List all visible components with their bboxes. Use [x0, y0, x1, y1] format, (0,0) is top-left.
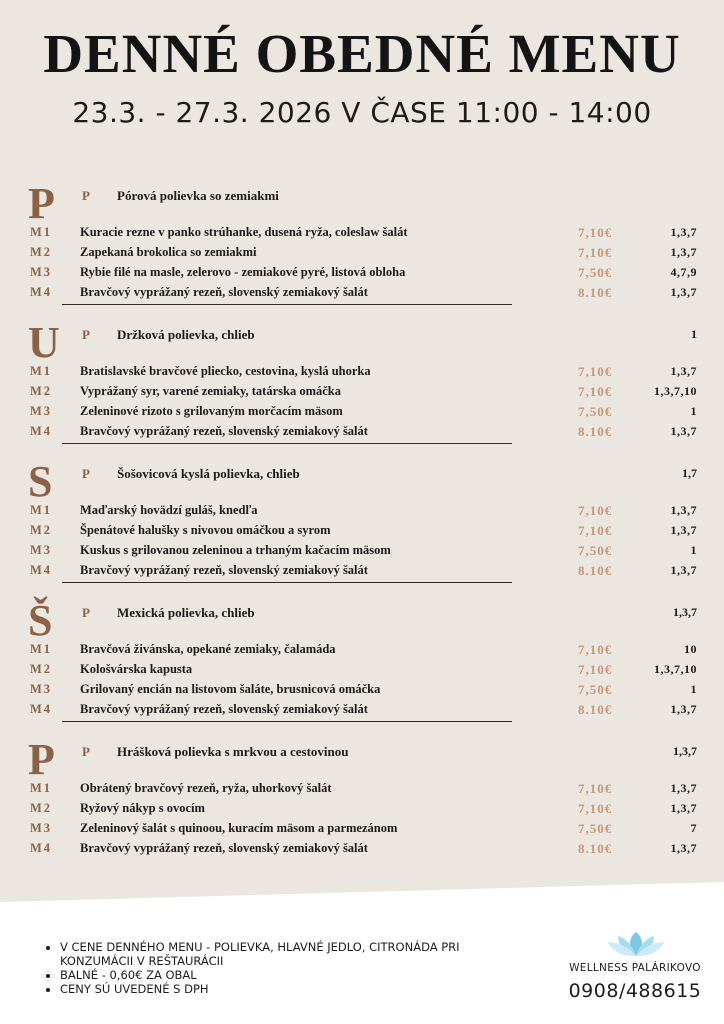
dish-name: Bravčový vyprážaný rezeň, slovenský zemiakový šalát — [80, 285, 368, 299]
menu-code: M3 — [30, 404, 53, 418]
dish-price: 7,10€ — [578, 781, 613, 796]
dish-allergens: 10 — [684, 642, 697, 656]
menu-item-row — [0, 225, 724, 245]
menu-item-row — [0, 702, 724, 722]
dish-price: 7,10€ — [578, 245, 613, 260]
day-initial: P — [28, 179, 55, 228]
brand-name: WELLNESS PALÁRIKOVO — [569, 962, 701, 974]
dish-name: Bravčový vyprážaný rezeň, slovenský zemiakový šalát — [80, 702, 368, 716]
soup-name: Pórová polievka so zemiakmi — [117, 188, 279, 203]
menu-item-row — [0, 642, 724, 662]
section-divider — [62, 304, 512, 305]
menu-code: M3 — [30, 682, 53, 696]
dish-allergens: 1,3,7 — [670, 801, 697, 815]
dish-name: Bratislavské bravčové pliecko, cestovina, kyslá uhorka — [80, 364, 371, 378]
dish-price: 7,50€ — [578, 404, 613, 419]
menu-code: M2 — [30, 384, 53, 398]
dish-allergens: 1 — [690, 682, 697, 696]
section-divider — [62, 721, 512, 722]
soup-marker: P — [82, 327, 90, 342]
dish-name: Ryžový nákyp s ovocím — [80, 801, 205, 815]
menu-code: M3 — [30, 821, 53, 835]
soup-name: Hrášková polievka s mrkvou a cestovinou — [117, 744, 349, 759]
dish-price: 7,10€ — [578, 662, 613, 677]
menu-code: M2 — [30, 245, 53, 259]
dish-allergens: 1,3,7 — [670, 841, 697, 855]
soup-allergens: 1,3,7 — [673, 744, 697, 758]
day-initial: Š — [28, 596, 53, 645]
dish-price: 8.10€ — [578, 702, 613, 717]
date-time-subtitle: 23.3. - 27.3. 2026 V ČASE 11:00 - 14:00 — [72, 96, 652, 129]
dish-price: 8.10€ — [578, 424, 613, 439]
soup-name: Držková polievka, chlieb — [117, 327, 255, 342]
menu-item-row — [0, 404, 724, 424]
lotus-logo-icon — [606, 930, 666, 958]
menu-item-row — [0, 563, 724, 583]
menu-item-row — [0, 503, 724, 523]
menu-code: M1 — [30, 225, 53, 239]
dish-name: Vyprážaný syr, varené zemiaky, tatárska omáčka — [80, 384, 341, 398]
dish-price: 7,10€ — [578, 384, 613, 399]
dish-name: Zeleninový šalát s quinoou, kuracím mäsom a parmezánom — [80, 821, 398, 835]
menu-code: M4 — [30, 841, 53, 855]
dish-price: 8.10€ — [578, 285, 613, 300]
dish-allergens: 1,3,7,10 — [654, 384, 697, 398]
dish-allergens: 1 — [690, 543, 697, 557]
menu-code: M3 — [30, 265, 53, 279]
soup-marker: P — [82, 605, 90, 620]
dish-name: Obrátený bravčový rezeň, ryža, uhorkový šalát — [80, 781, 332, 795]
soup-allergens: 1,3,7 — [673, 605, 697, 619]
dish-allergens: 1,3,7 — [670, 364, 697, 378]
dish-allergens: 1 — [690, 404, 697, 418]
menu-item-row — [0, 285, 724, 305]
dish-name: Špenátové halušky s nivovou omáčkou a syrom — [80, 523, 331, 537]
menu-item-row — [0, 801, 724, 821]
soup-name: Mexická polievka, chlieb — [117, 605, 255, 620]
day-initial: P — [28, 735, 55, 784]
dish-price: 7,50€ — [578, 821, 613, 836]
dish-allergens: 7 — [690, 821, 697, 835]
menu-code: M4 — [30, 563, 53, 577]
menu-code: M1 — [30, 364, 53, 378]
dish-name: Kološvárska kapusta — [80, 662, 193, 676]
dish-allergens: 1,3,7 — [670, 225, 697, 239]
dish-name: Grilovaný encián na listovom šaláte, brusnicová omáčka — [80, 682, 381, 696]
menu-code: M2 — [30, 662, 53, 676]
menu-item-row — [0, 384, 724, 404]
menu-code: M2 — [30, 801, 53, 815]
menu-code: M4 — [30, 702, 53, 716]
menu-item-row — [0, 245, 724, 265]
dish-allergens: 1,3,7 — [670, 702, 697, 716]
soup-name: Šošovicová kyslá polievka, chlieb — [117, 466, 300, 481]
menu-code: M1 — [30, 781, 53, 795]
dish-price: 8.10€ — [578, 841, 613, 856]
dish-price: 8.10€ — [578, 563, 613, 578]
soup-marker: P — [82, 744, 90, 759]
soup-allergens: 1 — [691, 327, 697, 341]
section-divider — [62, 443, 512, 444]
dish-allergens: 1,3,7 — [670, 563, 697, 577]
dish-price: 7,10€ — [578, 503, 613, 518]
menu-item-row — [0, 265, 724, 285]
menu-item-row — [0, 523, 724, 543]
dish-price: 7,10€ — [578, 364, 613, 379]
dish-name: Rybie filé na masle, zelerovo - zemiakové pyré, listová obloha — [80, 265, 406, 279]
menu-item-row — [0, 682, 724, 702]
day-initial: U — [28, 318, 60, 367]
note-item: • CENY SÚ UVEDENÉ S DPH — [60, 982, 500, 996]
menu-item-row — [0, 662, 724, 682]
menu-code: M4 — [30, 285, 53, 299]
menu-code: M2 — [30, 523, 53, 537]
dish-name: Bravčová živánska, opekané zemiaky, čalamáda — [80, 642, 336, 656]
dish-price: 7,10€ — [578, 225, 613, 240]
dish-allergens: 1,3,7,10 — [654, 662, 697, 676]
soup-marker: P — [82, 188, 90, 203]
dish-name: Kuskus s grilovanou zeleninou a trhaným kačacím mäsom — [80, 543, 391, 557]
menu-item-row — [0, 364, 724, 384]
dish-name: Bravčový vyprážaný rezeň, slovenský zemiakový šalát — [80, 424, 368, 438]
dish-name: Zapekaná brokolica so zemiakmi — [80, 245, 257, 259]
soup-marker: P — [82, 466, 90, 481]
phone-number: 0908/488615 — [568, 980, 702, 1002]
dish-allergens: 1,3,7 — [670, 781, 697, 795]
section-divider — [62, 582, 512, 583]
menu-item-row — [0, 781, 724, 801]
dish-price: 7,50€ — [578, 543, 613, 558]
note-item: • V CENE DENNÉHO MENU - POLIEVKA, HLAVNÉ JEDLO, CITRONÁDA PRI KONZUMÁCII V REŠTAURÁCII — [60, 940, 500, 968]
dish-allergens: 4,7,9 — [670, 265, 697, 279]
dish-allergens: 1,3,7 — [670, 503, 697, 517]
dish-allergens: 1,3,7 — [670, 523, 697, 537]
dish-price: 7,50€ — [578, 682, 613, 697]
menu-item-row — [0, 424, 724, 444]
dish-allergens: 1,3,7 — [670, 285, 697, 299]
soup-allergens: 1,7 — [682, 466, 697, 480]
menu-code: M3 — [30, 543, 53, 557]
dish-allergens: 1,3,7 — [670, 245, 697, 259]
dish-price: 7,10€ — [578, 801, 613, 816]
page-title: DENNÉ OBEDNÉ MENU — [43, 23, 681, 84]
menu-item-row — [0, 841, 724, 861]
menu-code: M4 — [30, 424, 53, 438]
menu-code: M1 — [30, 642, 53, 656]
menu-item-row — [0, 543, 724, 563]
menu-item-row — [0, 821, 724, 841]
menu-code: M1 — [30, 503, 53, 517]
dish-name: Bravčový vyprážaný rezeň, slovenský zemiakový šalát — [80, 841, 368, 855]
dish-price: 7,50€ — [578, 265, 613, 280]
dish-name: Zeleninové rizoto s grilovaným morčacím mäsom — [80, 404, 343, 418]
note-item: • BALNÉ - 0,60€ ZA OBAL — [60, 968, 500, 982]
dish-name: Maďarský hovädzí guláš, knedľa — [80, 503, 258, 517]
dish-allergens: 1,3,7 — [670, 424, 697, 438]
dish-price: 7,10€ — [578, 642, 613, 657]
footer-notes — [42, 940, 500, 996]
dish-price: 7,10€ — [578, 523, 613, 538]
dish-name: Kuracie rezne v panko strúhanke, dusená ryža, coleslaw šalát — [80, 225, 408, 239]
dish-name: Bravčový vyprážaný rezeň, slovenský zemiakový šalát — [80, 563, 368, 577]
day-initial: S — [28, 457, 53, 506]
